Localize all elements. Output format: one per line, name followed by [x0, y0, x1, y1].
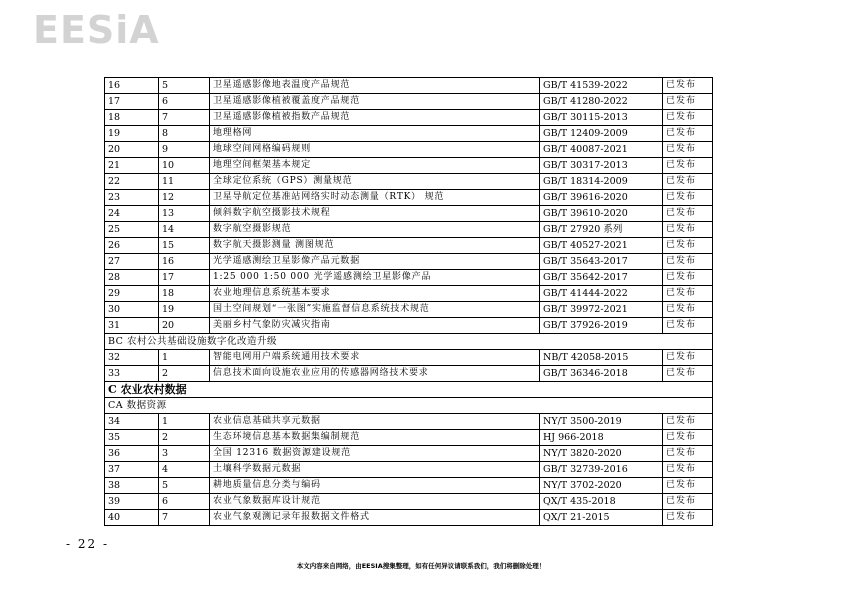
eesia-watermark-logo: EESiA — [33, 8, 160, 52]
status-cell: 已发布 — [663, 110, 713, 126]
standard-title-cell: 卫星导航定位基准站网络实时动态测量（RTK） 规范 — [210, 190, 540, 206]
row-number-cell: 25 — [105, 222, 159, 238]
standard-title-cell: 1:25 000 1:50 000 光学遥感测绘卫星影像产品 — [210, 270, 540, 286]
row-number-cell: 36 — [105, 446, 159, 462]
table-body-ca-rows — [105, 414, 713, 526]
row-number-cell: 22 — [105, 174, 159, 190]
table-row — [105, 78, 713, 94]
sub-number-cell: 5 — [159, 78, 210, 94]
standard-title-cell: 全球定位系统（GPS）测量规范 — [210, 174, 540, 190]
standard-code-cell: GB/T 32739-2016 — [540, 462, 663, 478]
standard-title-cell: 卫星遥感影像植被覆盖度产品规范 — [210, 94, 540, 110]
table-row — [105, 446, 713, 462]
table-row — [105, 302, 713, 318]
status-cell: 已发布 — [663, 222, 713, 238]
standard-title-cell: 土壤科学数据元数据 — [210, 462, 540, 478]
table-body-section-b — [105, 78, 713, 334]
row-number-cell: 24 — [105, 206, 159, 222]
table-row — [105, 174, 713, 190]
table-row — [105, 238, 713, 254]
row-number-cell: 16 — [105, 78, 159, 94]
status-cell: 已发布 — [663, 158, 713, 174]
table-row — [105, 110, 713, 126]
sub-number-cell: 11 — [159, 174, 210, 190]
status-cell: 已发布 — [663, 478, 713, 494]
row-number-cell: 20 — [105, 142, 159, 158]
sub-number-cell: 7 — [159, 510, 210, 526]
row-number-cell: 40 — [105, 510, 159, 526]
standard-code-cell: GB/T 30317-2013 — [540, 158, 663, 174]
sub-number-cell: 14 — [159, 222, 210, 238]
row-number-cell: 28 — [105, 270, 159, 286]
standard-code-cell: QX/T 435-2018 — [540, 494, 663, 510]
standard-title-cell: 农业气象数据库设计规范 — [210, 494, 540, 510]
status-cell: 已发布 — [663, 94, 713, 110]
sub-number-cell: 12 — [159, 190, 210, 206]
standard-title-cell: 倾斜数字航空摄影技术规程 — [210, 206, 540, 222]
table-body-c-headers — [105, 382, 713, 414]
table-row — [105, 142, 713, 158]
row-number-cell: 23 — [105, 190, 159, 206]
section-title-bc: BC 农村公共基础设施数字化改造升级 — [105, 334, 713, 350]
standard-title-cell: 生态环境信息基本数据集编制规范 — [210, 430, 540, 446]
standard-code-cell: NY/T 3500-2019 — [540, 414, 663, 430]
standard-title-cell: 智能电网用户端系统通用技术要求 — [210, 350, 540, 366]
row-number-cell: 30 — [105, 302, 159, 318]
status-cell: 已发布 — [663, 510, 713, 526]
table-row — [105, 270, 713, 286]
status-cell: 已发布 — [663, 126, 713, 142]
page-number: - 22 - — [66, 537, 110, 551]
sub-number-cell: 6 — [159, 494, 210, 510]
sub-number-cell: 10 — [159, 158, 210, 174]
standard-title-cell: 卫星遥感影像植被指数产品规范 — [210, 110, 540, 126]
sub-number-cell: 13 — [159, 206, 210, 222]
standard-code-cell: GB/T 40087-2021 — [540, 142, 663, 158]
category-row-c — [105, 382, 713, 398]
status-cell: 已发布 — [663, 414, 713, 430]
status-cell: 已发布 — [663, 270, 713, 286]
standard-title-cell: 美丽乡村气象防灾减灾指南 — [210, 318, 540, 334]
standard-code-cell: GB/T 40527-2021 — [540, 238, 663, 254]
table-row — [105, 366, 713, 382]
sub-number-cell: 19 — [159, 302, 210, 318]
table-row — [105, 158, 713, 174]
sub-number-cell: 2 — [159, 366, 210, 382]
table-row — [105, 350, 713, 366]
status-cell: 已发布 — [663, 446, 713, 462]
sub-number-cell: 8 — [159, 126, 210, 142]
table-row — [105, 478, 713, 494]
sub-number-cell: 15 — [159, 238, 210, 254]
standard-code-cell: GB/T 41280-2022 — [540, 94, 663, 110]
status-cell: 已发布 — [663, 238, 713, 254]
table-body-bc — [105, 334, 713, 350]
table-body-bc-rows — [105, 350, 713, 382]
status-cell: 已发布 — [663, 142, 713, 158]
table-row — [105, 430, 713, 446]
table-row — [105, 462, 713, 478]
sub-number-cell: 18 — [159, 286, 210, 302]
standard-code-cell: GB/T 30115-2013 — [540, 110, 663, 126]
sub-number-cell: 2 — [159, 430, 210, 446]
standard-title-cell: 农业信息基础共享元数据 — [210, 414, 540, 430]
standard-code-cell: NB/T 42058-2015 — [540, 350, 663, 366]
section-row-bc — [105, 334, 713, 350]
standard-code-cell: GB/T 36346-2018 — [540, 366, 663, 382]
standard-code-cell: GB/T 37926-2019 — [540, 318, 663, 334]
status-cell: 已发布 — [663, 206, 713, 222]
status-cell: 已发布 — [663, 318, 713, 334]
table-row — [105, 286, 713, 302]
sub-number-cell: 1 — [159, 414, 210, 430]
status-cell: 已发布 — [663, 78, 713, 94]
table-row — [105, 494, 713, 510]
status-cell: 已发布 — [663, 350, 713, 366]
standard-title-cell: 农业地理信息系统基本要求 — [210, 286, 540, 302]
category-title-c: C 农业农村数据 — [105, 382, 713, 398]
standard-code-cell: GB/T 41539-2022 — [540, 78, 663, 94]
status-cell: 已发布 — [663, 430, 713, 446]
standard-code-cell: GB/T 41444-2022 — [540, 286, 663, 302]
row-number-cell: 21 — [105, 158, 159, 174]
row-number-cell: 35 — [105, 430, 159, 446]
sub-number-cell: 3 — [159, 446, 210, 462]
row-number-cell: 29 — [105, 286, 159, 302]
sub-number-cell: 20 — [159, 318, 210, 334]
sub-number-cell: 7 — [159, 110, 210, 126]
row-number-cell: 18 — [105, 110, 159, 126]
table-row — [105, 254, 713, 270]
table-row — [105, 222, 713, 238]
status-cell: 已发布 — [663, 254, 713, 270]
sub-number-cell: 1 — [159, 350, 210, 366]
row-number-cell: 31 — [105, 318, 159, 334]
table-row — [105, 318, 713, 334]
status-cell: 已发布 — [663, 494, 713, 510]
row-number-cell: 33 — [105, 366, 159, 382]
status-cell: 已发布 — [663, 366, 713, 382]
status-cell: 已发布 — [663, 174, 713, 190]
standard-title-cell: 全国 12316 数据资源建设规范 — [210, 446, 540, 462]
sub-number-cell: 17 — [159, 270, 210, 286]
row-number-cell: 19 — [105, 126, 159, 142]
section-title-ca: CA 数据资源 — [105, 398, 713, 414]
row-number-cell: 37 — [105, 462, 159, 478]
standards-table — [104, 77, 713, 526]
standard-code-cell: GB/T 39616-2020 — [540, 190, 663, 206]
standard-title-cell: 地理格网 — [210, 126, 540, 142]
row-number-cell: 17 — [105, 94, 159, 110]
sub-number-cell: 5 — [159, 478, 210, 494]
row-number-cell: 39 — [105, 494, 159, 510]
standard-code-cell: GB/T 35643-2017 — [540, 254, 663, 270]
standard-code-cell: GB/T 39610-2020 — [540, 206, 663, 222]
standard-title-cell: 信息技术面向设施农业应用的传感器网络技术要求 — [210, 366, 540, 382]
standard-code-cell: NY/T 3820-2020 — [540, 446, 663, 462]
sub-number-cell: 16 — [159, 254, 210, 270]
standard-code-cell: GB/T 39972-2021 — [540, 302, 663, 318]
standard-code-cell: GB/T 27920 系列 — [540, 222, 663, 238]
status-cell: 已发布 — [663, 286, 713, 302]
table-row — [105, 126, 713, 142]
table-row — [105, 206, 713, 222]
status-cell: 已发布 — [663, 462, 713, 478]
standard-title-cell: 耕地质量信息分类与编码 — [210, 478, 540, 494]
status-cell: 已发布 — [663, 190, 713, 206]
standard-code-cell: GB/T 12409-2009 — [540, 126, 663, 142]
table-row — [105, 510, 713, 526]
row-number-cell: 26 — [105, 238, 159, 254]
standard-title-cell: 数字航天摄影测量 测图规范 — [210, 238, 540, 254]
table-row — [105, 190, 713, 206]
footer-disclaimer: 本文内容来自网络，由EESIA搜集整理，如有任何异议请联系我们，我们将删除处理！ — [296, 562, 546, 570]
status-cell: 已发布 — [663, 302, 713, 318]
row-number-cell: 38 — [105, 478, 159, 494]
standard-code-cell: QX/T 21-2015 — [540, 510, 663, 526]
standard-code-cell: NY/T 3702-2020 — [540, 478, 663, 494]
standard-title-cell: 农业气象观测记录年报数据文件格式 — [210, 510, 540, 526]
table-row — [105, 414, 713, 430]
standard-title-cell: 光学遥感测绘卫星影像产品元数据 — [210, 254, 540, 270]
row-number-cell: 34 — [105, 414, 159, 430]
row-number-cell: 32 — [105, 350, 159, 366]
standard-title-cell: 卫星遥感影像地表温度产品规范 — [210, 78, 540, 94]
section-row-ca — [105, 398, 713, 414]
sub-number-cell: 9 — [159, 142, 210, 158]
standard-code-cell: GB/T 18314-2009 — [540, 174, 663, 190]
standard-title-cell: 地理空间框架基本规定 — [210, 158, 540, 174]
standard-code-cell: HJ 966-2018 — [540, 430, 663, 446]
standard-code-cell: GB/T 35642-2017 — [540, 270, 663, 286]
sub-number-cell: 6 — [159, 94, 210, 110]
row-number-cell: 27 — [105, 254, 159, 270]
standard-title-cell: 地球空间网格编码规则 — [210, 142, 540, 158]
standard-title-cell: 国土空间规划“一张图”实施监督信息系统技术规范 — [210, 302, 540, 318]
sub-number-cell: 4 — [159, 462, 210, 478]
table-row — [105, 94, 713, 110]
standard-title-cell: 数字航空摄影规范 — [210, 222, 540, 238]
